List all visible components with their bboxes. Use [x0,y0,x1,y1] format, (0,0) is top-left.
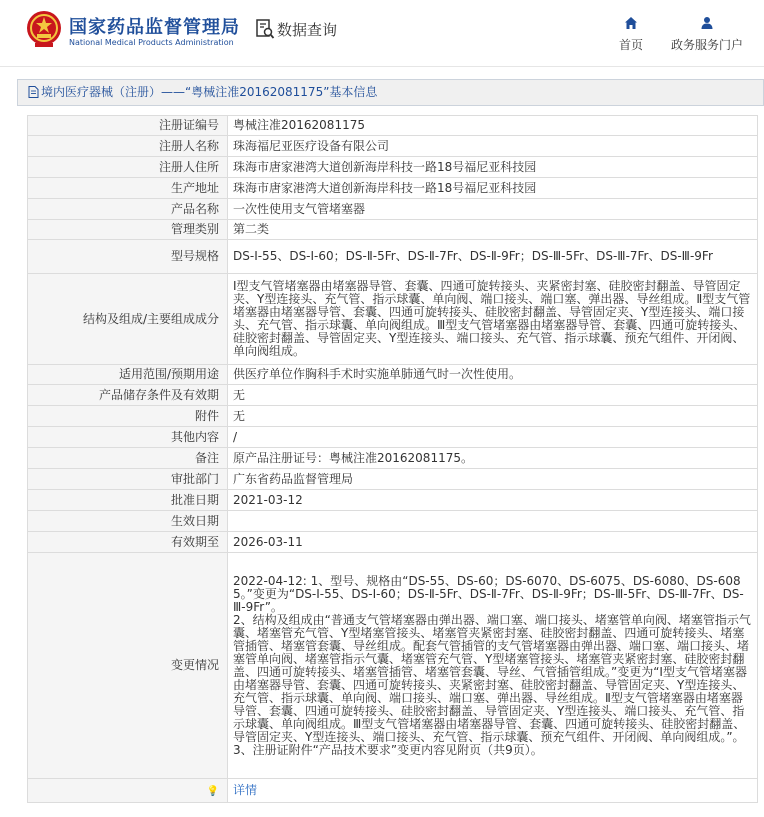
field-label: 批准日期 [28,490,228,511]
field-value [228,779,758,803]
field-value: 无 [228,385,758,406]
field-value: 2021-03-12 [228,490,758,511]
field-label: 型号规格 [28,240,228,274]
table-row [28,406,758,427]
field-label: 注册人名称 [28,136,228,157]
field-label: 备注 [28,448,228,469]
change-line: 2022-04-12: 1、型号、规格由“DS-55、DS-60；DS-6070、DS-6075、DS-6080、DS-6085。”变更为“DS-Ⅰ-55、DS-Ⅰ-60；DS-Ⅱ-5Fr、DS-Ⅱ-7Fr、DS-Ⅱ-9Fr；DS-Ⅲ-5Fr、DS-Ⅲ-7Fr、DS-Ⅲ-9Fr”。 [233,573,744,614]
field-label: 适用范围/预期用途 [28,365,228,385]
table-row [28,385,758,406]
field-label: 注册证编号 [28,116,228,136]
field-value: DS-Ⅰ-55、DS-Ⅰ-60；DS-Ⅱ-5Fr、DS-Ⅱ-7Fr、DS-Ⅱ-9Fr；DS-Ⅲ-5Fr、DS-Ⅲ-7Fr、DS-Ⅲ-9Fr [228,240,758,274]
field-value [228,511,758,532]
site-title-cn[interactable]: 国家药品监督管理局 [69,17,240,38]
national-emblem-icon [26,10,62,48]
site-header [0,0,764,67]
table-row [28,490,758,511]
field-value: 一次性使用支气管堵塞器 [228,199,758,220]
table-row [28,427,758,448]
nav-home[interactable] [614,16,648,53]
nav-home-label: 首页 [618,38,643,52]
site-title-en[interactable]: National Medical Products Administration [69,38,234,47]
field-label: 结构及组成/主要组成成分 [28,274,228,365]
field-label: 附件 [28,406,228,427]
breadcrumb [17,79,764,106]
table-row [28,157,758,178]
table-row [28,199,758,220]
field-value: 2026-03-11 [228,532,758,553]
nav-gov-service-portal[interactable] [668,16,746,53]
change-line: 2、结构及组成由“普通支气管堵塞器由弹出器、端口塞、端口接头、堵塞管单向阀、堵塞管指示气囊、堵塞管充气管、Y型堵塞管接头、堵塞管夹紧密封塞、硅胶密封翻盖、四通可旋转接头、堵塞管插管、堵塞管套囊、导丝组成。配套气管插管的支气管堵塞器由弹出器、端口塞、端口接头、堵塞管单向阀、堵塞管指示气囊、堵塞管充气管、Y型堵塞管接头、堵塞管夹紧密封塞、硅胶密封翻盖、四通可旋转接头、堵塞管插管、堵塞管套囊、导丝、气管插管组成。”变更为“Ⅰ型支气管堵塞器由堵塞器导管、套囊、四通可旋转接头、夹紧密封塞、硅胶密封翻盖、导管固定夹、Y型连接头、充气管、指示球囊、单向阀、端口接头、端口塞、弹出器、导丝组成。Ⅱ型支气管堵塞器由堵塞器导管、套囊、四通可旋转接头、硅胶密封翻盖、导管固定夹、Y型连接头、端口接头、充气管、指示球囊、单向阀组成。Ⅲ型支气管堵塞器由堵塞器导管、套囊、四通可旋转接头、硅胶密封翻盖、导管固定夹、Y型连接头、端口接头、充气管、指示球囊、预充气组件、开闭阀、单向阀组成。”。 [233,612,751,744]
field-value-changes [228,553,758,779]
table-row [28,274,758,365]
field-value: 珠海福尼亚医疗设备有限公司 [228,136,758,157]
field-value: 珠海市唐家港湾大道创新海岸科技一路18号福尼亚科技园 [228,178,758,199]
field-value: 供医疗单位作胸科手术时实施单肺通气时一次性使用。 [228,365,758,385]
detail-link[interactable]: 详情 [233,783,258,797]
field-label: 生效日期 [28,511,228,532]
data-query-label: 数据查询 [277,20,338,39]
table-row [28,779,758,803]
change-line: 3、注册证附件“产品技术要求”变更内容见附页（共9页）。 [233,742,543,757]
field-label: 产品储存条件及有效期 [28,385,228,406]
field-label: 变更情况 [28,553,228,779]
search-document-icon [255,18,275,40]
table-row [28,220,758,240]
field-label-detail [28,779,228,803]
field-label: 注册人住所 [28,157,228,178]
field-value: / [228,427,758,448]
data-query-link[interactable] [255,18,337,40]
table-row [28,178,758,199]
field-value: 原产品注册证号：粤械注准20162081175。 [228,448,758,469]
field-value: 无 [228,406,758,427]
field-value: 粤械注准20162081175 [228,116,758,136]
table-row [28,116,758,136]
table-row [28,511,758,532]
field-value: 广东省药品监督管理局 [228,469,758,490]
field-label: 其他内容 [28,427,228,448]
table-row [28,365,758,385]
table-row [28,469,758,490]
field-value: 珠海市唐家港湾大道创新海岸科技一路18号福尼亚科技园 [228,157,758,178]
field-value: 第二类 [228,220,758,240]
field-label: 管理类别 [28,220,228,240]
table-row [28,136,758,157]
breadcrumb-text: 境内医疗器械（注册）——“粤械注准20162081175”基本信息 [41,85,378,99]
lamp-icon: 💡 [206,785,219,797]
field-label: 审批部门 [28,469,228,490]
nav-service-label: 政务服务门户 [670,38,743,52]
field-label: 产品名称 [28,199,228,220]
document-icon [28,86,39,98]
table-row [28,532,758,553]
field-label: 有效期至 [28,532,228,553]
field-value: Ⅰ型支气管堵塞器由堵塞器导管、套囊、四通可旋转接头、夹紧密封塞、硅胶密封翻盖、导管固定夹、Y型连接头、充气管、指示球囊、单向阀、端口接头、端口塞、弹出器、导丝组成。Ⅱ型支气管堵塞器由堵塞器导管、套囊、四通可旋转接头、硅胶密封翻盖、导管固定夹、Y型连接头、端口接头、充气管、指示球囊、单向阀组成。Ⅲ型支气管堵塞器由堵塞器导管、套囊、四通可旋转接头、硅胶密封翻盖、导管固定夹、Y型连接头、端口接头、充气管、指示球囊、预充气组件、开闭阀、单向阀组成。 [228,274,758,365]
home-icon [624,16,638,30]
table-row [28,553,758,779]
registration-detail-table [27,115,758,803]
table-row [28,448,758,469]
user-icon [700,16,714,30]
field-label: 生产地址 [28,178,228,199]
table-row [28,240,758,274]
